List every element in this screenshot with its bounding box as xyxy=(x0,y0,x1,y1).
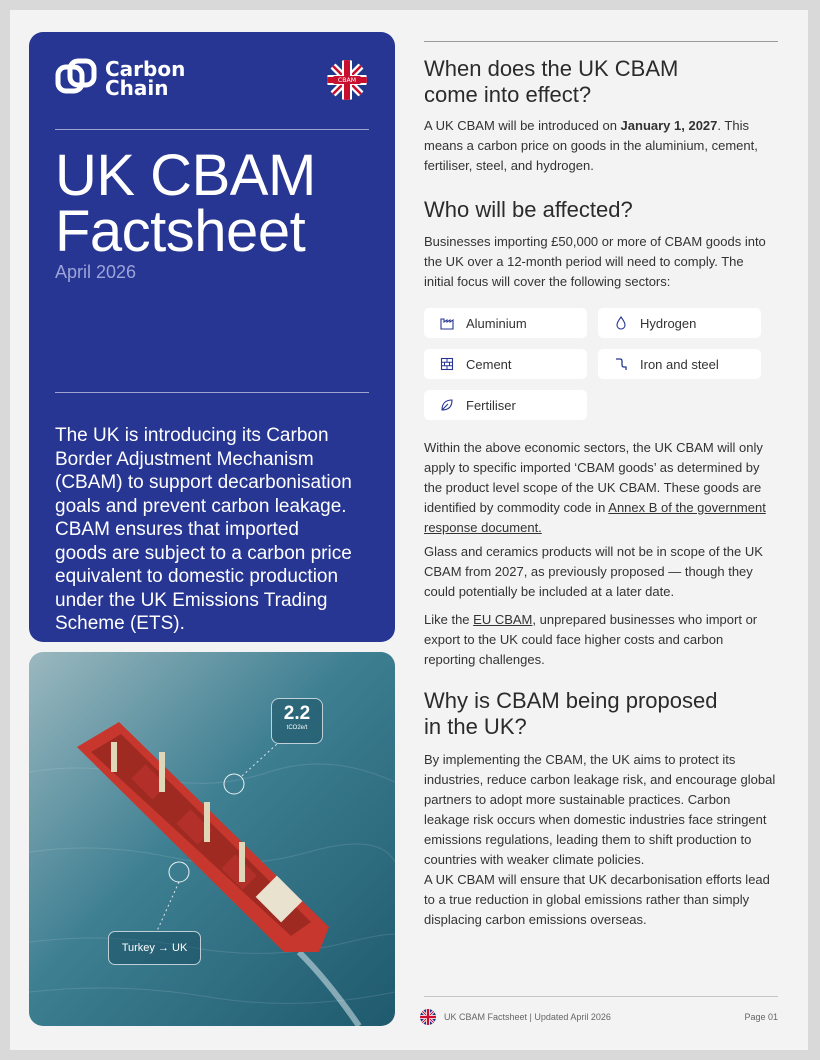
when-text-before: A UK CBAM will be introduced on xyxy=(424,118,621,133)
heading-when-line1: When does the UK CBAM xyxy=(424,56,679,81)
sector-label: Fertiliser xyxy=(466,397,516,413)
brand-name xyxy=(105,57,186,100)
eu-cbam-paragraph xyxy=(424,610,778,670)
sector-label: Iron and steel xyxy=(640,356,719,372)
top-divider xyxy=(424,41,778,42)
title-line1: UK CBAM xyxy=(55,143,316,208)
page-title xyxy=(55,143,316,264)
why-paragraph xyxy=(424,750,778,930)
heading-why xyxy=(424,688,717,740)
footer-divider xyxy=(424,996,778,997)
sector-label: Hydrogen xyxy=(640,315,697,331)
stat-unit: tCO2e/t xyxy=(286,725,308,731)
leaf-icon xyxy=(440,398,454,412)
when-paragraph xyxy=(424,116,774,176)
sector-chip-aluminium xyxy=(424,308,587,338)
droplet-icon xyxy=(614,316,628,330)
eu-cbam-link[interactable]: EU CBAM xyxy=(473,612,533,627)
who-paragraph: Businesses importing £50,000 or more of CBAM goods into the UK over a 12-month period will need to comply. The initial focus will cover the following sectors: xyxy=(424,234,766,289)
sector-label: Aluminium xyxy=(466,315,527,331)
uk-flag-icon xyxy=(420,1009,436,1025)
cargo-ship-photo xyxy=(29,652,395,1026)
like-text-before: Like the xyxy=(424,612,474,627)
brand-name-line1: Carbon xyxy=(105,57,186,81)
why-text-1: By implementing the CBAM, the UK aims to protect its industries, reduce carbon leakage risk, and encourage global partners to adopt more sustainable practices. Carbon leakage risk occurs when domestic industries face stringent emissions regulations, leading them to shift production to countries with weaker climate policies. xyxy=(424,752,776,867)
scope-paragraph xyxy=(424,438,778,538)
sector-label: Cement xyxy=(466,356,512,372)
hero-card xyxy=(29,32,395,642)
intro-text: The UK is introducing its Carbon Border Adjustment Mechanism (CBAM) to support decarbonisation goals and prevent carbon leakage. CBAM ensures that imported goods are subject to a carbon price equivalent to domestic production under the UK Emissions Trading Scheme (ETS). xyxy=(55,425,352,634)
glass-paragraph: Glass and ceramics products will not be in scope of the UK CBAM from 2027, as previously proposed — though they could potentially be included at a later date. xyxy=(424,544,763,599)
why-text-2: A UK CBAM will ensure that UK decarbonisation efforts lead to a true reduction in global emissions rather than simply displacing carbon emissions overseas. xyxy=(424,872,770,927)
sector-chip-fertiliser xyxy=(424,390,587,420)
carbon-chain-logo-icon xyxy=(55,58,97,100)
heading-who: Who will be affected? xyxy=(424,197,633,222)
pipe-icon xyxy=(614,357,628,371)
uk-flag-cbam-icon xyxy=(327,60,367,100)
sector-chip-hydrogen xyxy=(598,308,761,338)
when-text-after: . This means a carbon price on goods in the aluminium, cement, fertiliser, steel, and hydrogen. xyxy=(424,118,758,173)
like-text-after: , unprepared businesses who import or export to the UK could face higher costs and carbon reporting challenges. xyxy=(424,612,758,667)
page-footer xyxy=(420,1009,778,1025)
factsheet-page xyxy=(10,10,808,1050)
bricks-icon xyxy=(440,357,454,371)
badge-label: CBAM xyxy=(337,77,357,85)
sector-chip-iron-and-steel xyxy=(598,349,761,379)
annex-b-link[interactable]: Annex B of the government response document. xyxy=(424,500,766,535)
publication-date: April 2026 xyxy=(55,262,137,282)
hero-divider-top xyxy=(55,129,369,130)
hero-divider-bottom xyxy=(55,392,369,393)
emissions-stat-badge xyxy=(271,698,323,744)
sector-chip-cement xyxy=(424,349,587,379)
effective-date: January 1, 2027 xyxy=(620,118,718,133)
brand-logo xyxy=(55,58,185,100)
page-number: Page 01 xyxy=(744,1012,778,1022)
title-line2: Factsheet xyxy=(55,199,306,264)
brand-name-line2: Chain xyxy=(105,76,169,100)
heading-when-line2: come into effect? xyxy=(424,82,592,107)
route-badge: Turkey → UK xyxy=(108,931,201,965)
stat-value: 2.2 xyxy=(283,703,311,724)
footer-label: UK CBAM Factsheet | Updated April 2026 xyxy=(444,1012,611,1022)
heading-when xyxy=(424,56,678,108)
heading-why-line1: Why is CBAM being proposed xyxy=(424,688,718,713)
scope-text: Within the above economic sectors, the UK CBAM will only apply to specific imported ‘CBAM goods’ as determined by the product level scope of the UK CBAM. These goods are identified by commodity code in xyxy=(424,440,763,515)
heading-why-line2: in the UK? xyxy=(424,714,527,739)
factory-icon xyxy=(440,316,454,330)
